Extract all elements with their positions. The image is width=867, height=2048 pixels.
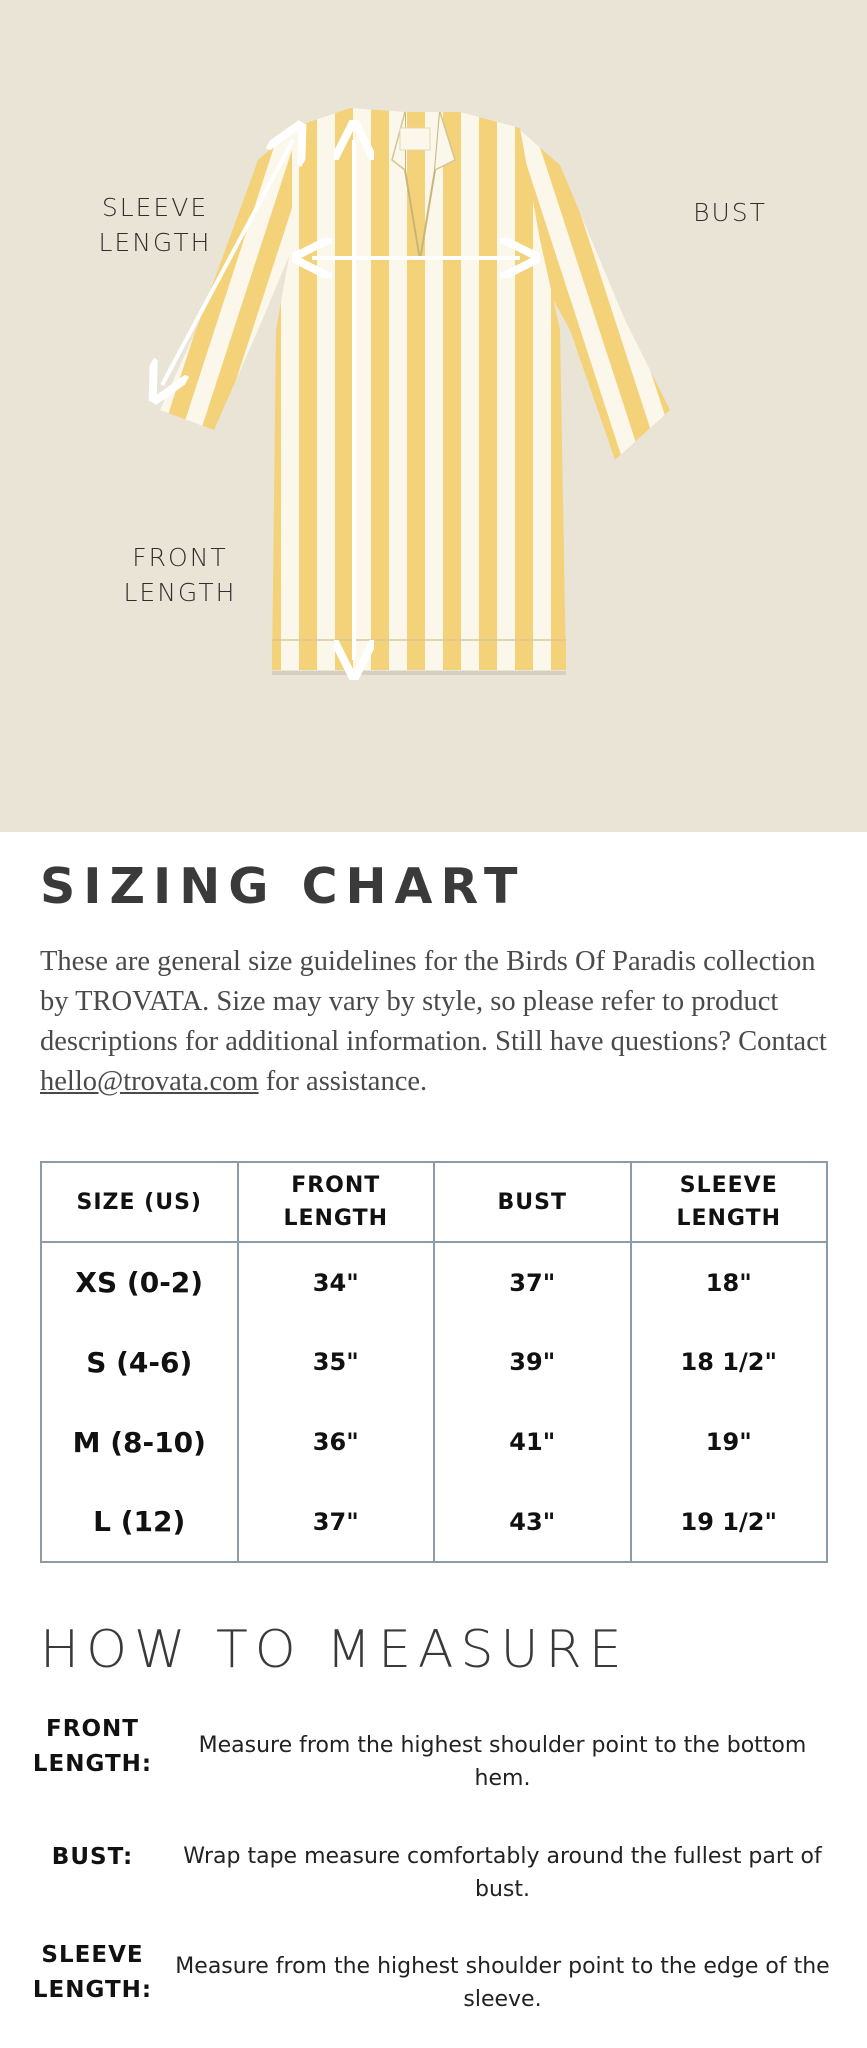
tunic-body — [272, 108, 566, 670]
term-sleeve-line1: SLEEVE — [41, 1942, 144, 1968]
cell-size: S (4-6) — [41, 1322, 238, 1402]
sleeve-label-line1: SLEEVE — [101, 193, 209, 222]
table-row — [41, 1402, 827, 1482]
term-bust — [20, 1840, 165, 1875]
desc-front-length: Measure from the highest shoulder point to the bottom hem. — [198, 1733, 807, 1791]
cell-bust: 39" — [434, 1322, 631, 1402]
desc-sleeve-length: Measure from the highest shoulder point to the edge of the sleeve. — [175, 1954, 830, 2012]
cell-sleeve: 19" — [631, 1402, 828, 1482]
front-label-line1: FRONT — [132, 543, 228, 572]
cell-front: 35" — [238, 1322, 435, 1402]
cell-size: L (12) — [41, 1482, 238, 1562]
header-front-line2: LENGTH — [283, 1206, 389, 1231]
tunic-illustration — [0, 0, 867, 832]
header-front-line1: FRONT — [291, 1173, 381, 1198]
cell-bust: 37" — [434, 1242, 631, 1322]
cell-bust: 43" — [434, 1482, 631, 1562]
sleeve-label-line2: LENGTH — [98, 228, 212, 257]
term-bust-line1: BUST: — [51, 1844, 134, 1870]
table-row — [41, 1482, 827, 1562]
cell-sleeve: 19 1/2" — [631, 1482, 828, 1562]
table-row — [41, 1242, 827, 1322]
header-bust: BUST — [434, 1162, 631, 1242]
header-size: SIZE (US) — [41, 1162, 238, 1242]
table-row — [41, 1322, 827, 1402]
hem-band — [272, 640, 566, 670]
sizing-chart-title: SIZING CHART — [40, 858, 526, 915]
cell-bust: 41" — [434, 1402, 631, 1482]
term-sleeve-line2: LENGTH: — [32, 1977, 153, 2003]
header-front-length — [238, 1162, 435, 1242]
header-sleeve-line2: LENGTH — [676, 1206, 782, 1231]
cell-size: XS (0-2) — [41, 1242, 238, 1322]
bust-label: BUST — [693, 198, 767, 227]
front-label-line2: LENGTH — [123, 578, 237, 607]
term-front-length — [20, 1712, 165, 1782]
header-sleeve-line1: SLEEVE — [679, 1173, 778, 1198]
desc-bust: Wrap tape measure comfortably around the fullest part of bust. — [183, 1844, 822, 1902]
cell-sleeve: 18" — [631, 1242, 828, 1322]
sizing-intro — [40, 942, 840, 1102]
front-length-label — [105, 540, 255, 610]
cell-front: 36" — [238, 1402, 435, 1482]
term-front-line1: FRONT — [46, 1716, 139, 1742]
size-table — [40, 1161, 828, 1563]
sleeve-length-label — [80, 190, 230, 260]
intro-suffix: for assistance. — [258, 1066, 428, 1097]
term-front-line2: LENGTH: — [32, 1751, 153, 1777]
cell-sleeve: 18 1/2" — [631, 1322, 828, 1402]
cell-front: 37" — [238, 1482, 435, 1562]
table-header-row — [41, 1162, 827, 1242]
intro-text: These are general size guidelines for the Birds Of Paradis collection by TROVATA. Size may vary by style, so please refer to product descriptions for additional information. Still have questions? Contact — [40, 946, 827, 1057]
term-sleeve-length — [20, 1938, 165, 2008]
header-sleeve-length — [631, 1162, 828, 1242]
contact-email-link[interactable]: hello@trovata.com — [40, 1066, 259, 1097]
how-to-measure-title: HOW TO MEASURE — [40, 1620, 629, 1680]
cell-front: 34" — [238, 1242, 435, 1322]
measurement-diagram — [0, 0, 867, 832]
label-tag — [400, 128, 430, 150]
cell-size: M (8-10) — [41, 1402, 238, 1482]
